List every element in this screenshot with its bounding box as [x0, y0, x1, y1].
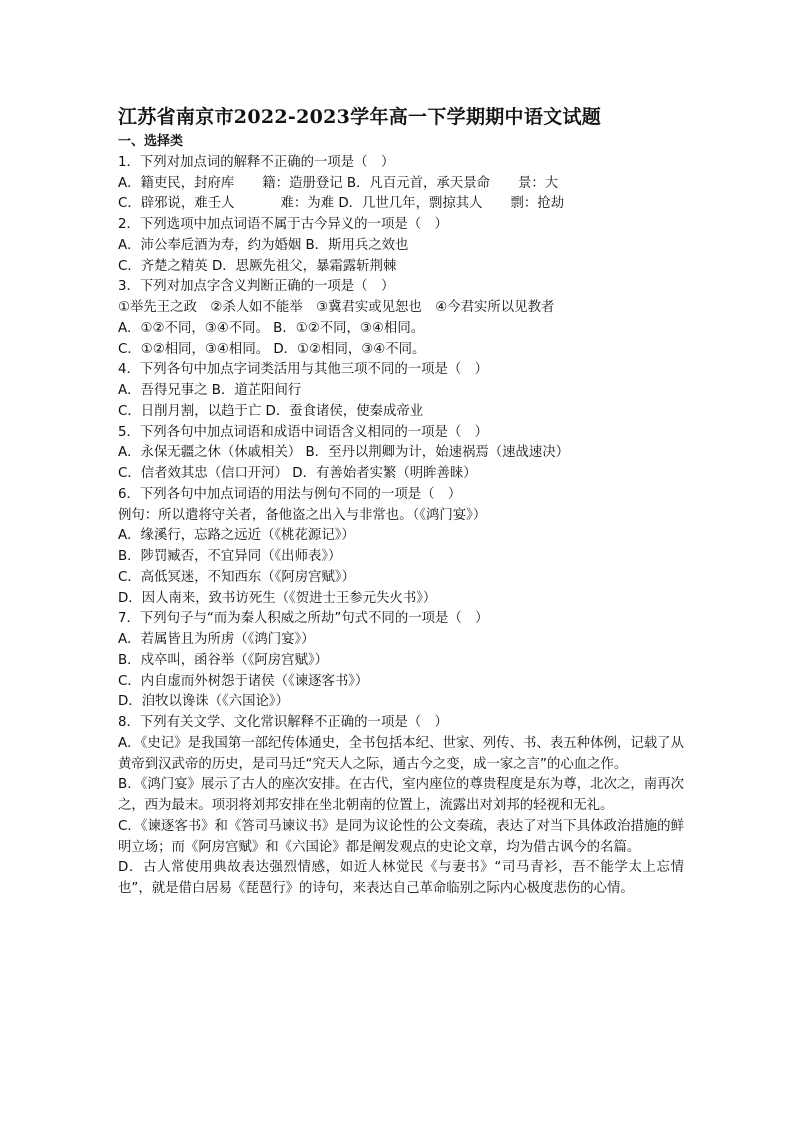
question-4-stem: 4．下列各句中加点字词类活用与其他三项不同的一项是（ ）: [118, 362, 489, 378]
question-2-stem: 2．下列选项中加点词语不属于古今异义的一项是（ ）: [118, 217, 448, 232]
question-7-stem: 7．下列句子与“而为秦人积威之所劫”句式不同的一项是（ ）: [118, 611, 489, 627]
question-4-options-cd: C．日削月割，以趋于亡 D．蚕食诸侯，使秦成帝业: [118, 403, 424, 419]
question-7-option-d: D．洎牧以谗诛（《六国论》）: [118, 694, 289, 710]
document-title: 江苏省南京市2022-2023学年高一下学期期中语文试题: [118, 106, 602, 128]
question-2-options-cd: C．齐楚之精英 D．思厥先祖父，暴霜露斩荆棘: [118, 258, 397, 274]
question-5-options-cd: C．信者效其忠（信口开河） D．有善始者实繁（明眸善睐）: [118, 466, 477, 481]
question-3-options-ab: A．①②不同，③④不同。 B．①②不同，③④相同。: [118, 320, 425, 336]
question-8-option-a: A．《史记》是我国第一部纪传体通史，全书包括本纪、世家、列传、书、表五种体例，记载了从黄帝到汉武帝的历史，是司马迁“究天人之际，通古今之变，成一家之言”的心血之作。: [118, 735, 684, 772]
section-heading: 一、选择类: [118, 134, 184, 149]
question-4-options-ab: A．吾得兄事之 B．道芷阳间行: [118, 383, 302, 398]
question-1-stem: 1．下列对加点词的解释不正确的一项是（ ）: [118, 154, 395, 170]
question-8-option-c: C．《谏逐客书》和《答司马谏议书》是同为议论性的公文奏疏，表达了对当下具体政治措施的鲜明立场；而《阿房宫赋》和《六国论》都是阐发观点的史论文章，均为借古讽今的名篇。: [118, 818, 684, 855]
question-8-stem: 8．下列有关文学、文化常识解释不正确的一项是（ ）: [118, 715, 448, 730]
question-7-option-b: B．戍卒叫，函谷举（《阿房宫赋》）: [118, 652, 329, 668]
question-6-option-b: B．陟罚臧否，不宜异同（《出师表》）: [118, 549, 342, 564]
option-b-note: 景：大: [518, 175, 559, 191]
option-c-note: 难：为难: [280, 196, 335, 212]
question-2-options-ab: A．沛公奉卮酒为寿，约为婚姻 B．斯用兵之效也: [118, 237, 409, 253]
question-3-options-cd: C．①②相同，③④相同。 D．①②相同，③④不同。: [118, 341, 426, 357]
option-b: B．凡百元首，承天景命: [346, 175, 490, 191]
question-6-option-d: D．因人南来，致书访死生（《贺进士王参元失火书》）: [118, 590, 437, 606]
option-d-note: 剽：抢劫: [510, 196, 565, 212]
question-7-option-a: A．若属皆且为所虏（《鸿门宴》）: [118, 632, 315, 647]
question-5-stem: 5．下列各句中加点词语和成语中词语含义相同的一项是（ ）: [118, 424, 489, 440]
question-7-option-c: C．内自虚而外树怨于诸侯（《谏逐客书》）: [118, 673, 369, 689]
question-6-stem: 6．下列各句中加点词语的用法与例句不同的一项是（ ）: [118, 486, 462, 502]
question-6-example: 例句：所以遣将守关者，备他盗之出入与非常也。（《鸿门宴》）: [118, 507, 487, 523]
question-3-stem: 3．下列对加点字含义判断正确的一项是（ ）: [118, 279, 395, 295]
option-d: D．几世几年，剽掠其人: [338, 196, 483, 212]
question-1-options-cd: [118, 194, 684, 215]
option-a-note: 籍：造册登记: [262, 175, 343, 191]
question-1-options-ab: [118, 174, 684, 195]
document-body: [118, 132, 684, 900]
option-a: A．籍吏民，封府库: [118, 175, 235, 191]
option-c: C．辟邪说，难壬人: [118, 196, 235, 212]
question-6-option-a: A．缘溪行，忘路之远近（《桃花源记》）: [118, 528, 355, 544]
question-5-options-ab: A．永保无疆之休（休戚相关） B．至丹以荆卿为计，始速祸焉（速战速决）: [118, 445, 570, 461]
question-8-option-d: D．古人常使用典故表达强烈情感，如近人林觉民《与妻书》“司马青衫，吾不能学太上忘情也”，就是借白居易《琵琶行》的诗句，来表达自己革命临别之际内心极度悲伤的心情。: [118, 860, 684, 896]
question-8-option-b: B．《鸿门宴》展示了古人的座次安排。在古代，室内座位的尊贵程度是东为尊，北次之，南再次之，西为最末。项羽将刘邦安排在坐北朝南的位置上，流露出对刘邦的轻视和无礼。: [118, 777, 684, 813]
question-6-option-c: C．高低冥迷，不知西东（《阿房宫赋》）: [118, 569, 355, 585]
question-3-sentences: ①举先王之政 ②杀人如不能举 ③冀君实或见恕也 ④今君实所以见教者: [118, 300, 555, 315]
